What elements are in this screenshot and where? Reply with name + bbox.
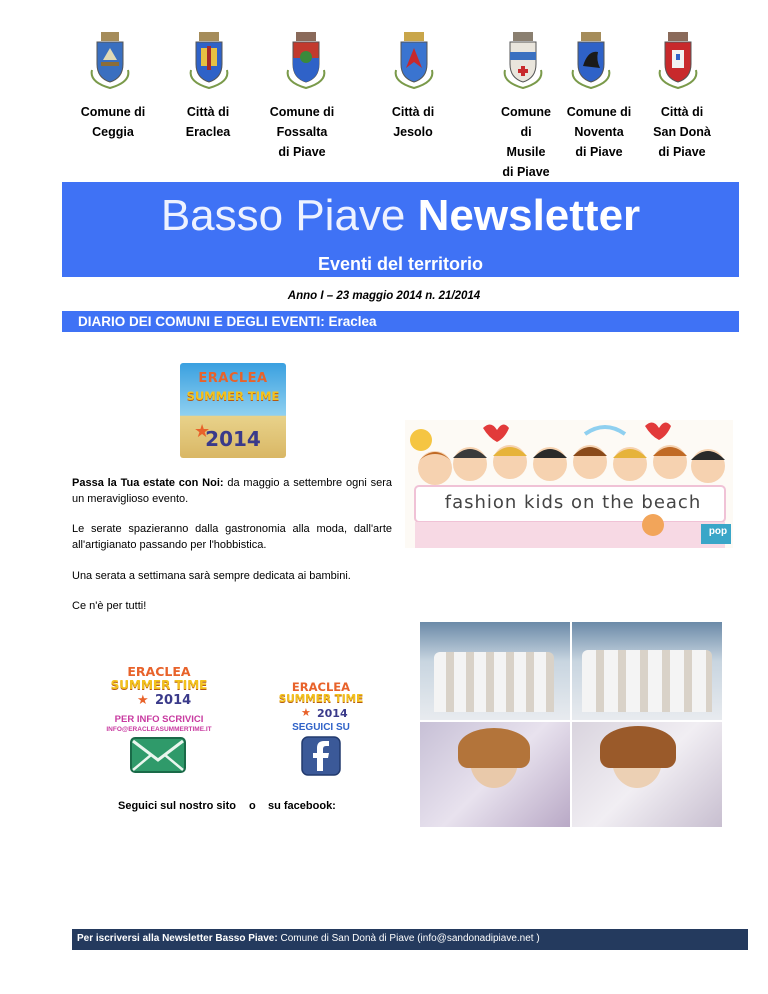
follow-or-label: o: [249, 800, 256, 812]
intro-paragraph: [72, 475, 392, 507]
facebook-card[interactable]: [265, 680, 377, 776]
fb-card-follow: SEGUICI SU: [292, 722, 350, 733]
paragraph-2: Le serate spazieranno dalla gastronomia alla moda, dall'arte all'artigianato passando per l'hobbistica.: [72, 523, 392, 551]
banner-title-light: Basso Piave: [160, 191, 406, 240]
facebook-icon[interactable]: [301, 736, 341, 776]
mail-card-title1: ERACLEA: [127, 664, 191, 679]
kids-group-shape: [434, 652, 554, 712]
girl-photo-1: [420, 722, 570, 827]
municipality-line: Eraclea: [185, 125, 231, 139]
municipality-line: di Piave: [278, 145, 326, 159]
jesolo-crest-icon: [391, 30, 437, 92]
fashion-kids-image: [405, 420, 733, 548]
eraclea-crest-icon: [186, 30, 232, 92]
footer-contact[interactable]: Comune di San Donà di Piave (info@sandonadipiave.net ): [277, 933, 540, 944]
intro-text: da maggio a settembre ogni sera un meraviglioso evento.: [72, 477, 392, 505]
logo-line2: SUMMER TIME: [186, 389, 280, 403]
municipality-line: San Donà: [653, 125, 711, 139]
municipality-ceggia: [72, 102, 154, 142]
follow-site-label: Seguici sul nostro sito: [118, 800, 236, 812]
kids-illustration-icon: [405, 420, 733, 548]
mail-card-email: INFO@ERACLEASUMMERTIME.IT: [106, 726, 212, 733]
starfish-icon: ★: [194, 421, 211, 441]
municipality-eraclea: [176, 102, 240, 142]
municipality-line: Città di: [660, 105, 704, 119]
municipality-line: Comune di: [269, 105, 335, 119]
intro-bold: Passa la Tua estate con Noi:: [72, 477, 224, 489]
fb-card-title2: SUMMER TIME: [278, 693, 364, 705]
photo-collage: [420, 622, 722, 827]
municipality-noventa: [560, 102, 638, 162]
pop-badge: pop: [708, 526, 728, 537]
municipality-fossalta: [260, 102, 344, 162]
newsletter-banner: [62, 182, 739, 277]
paragraph-4: Ce n'è per tutti!: [72, 600, 147, 612]
municipality-line: Fossalta: [276, 125, 328, 139]
musile-crest-icon: [500, 30, 546, 92]
paragraph-3: Una serata a settimana sarà sempre dedicata ai bambini.: [72, 570, 351, 582]
municipality-line: Comune: [501, 105, 551, 119]
municipality-line: Città di: [186, 105, 230, 119]
issue-line: Anno I – 23 maggio 2014 n. 21/2014: [287, 290, 481, 302]
municipality-line: di Piave: [658, 145, 706, 159]
municipality-line: Noventa: [574, 125, 624, 139]
municipality-musile: [496, 102, 556, 182]
mail-card-info: PER INFO SCRIVICI: [114, 714, 204, 725]
municipality-line: di Piave: [575, 145, 623, 159]
banner-title: [62, 190, 739, 242]
section-bar: [62, 311, 739, 332]
municipality-line: Ceggia: [92, 125, 134, 139]
fb-card-year: 2014: [317, 707, 348, 720]
fb-card-title1: ERACLEA: [291, 680, 351, 694]
section-title: DIARIO DEI COMUNI E DEGLI EVENTI: Eraclea: [78, 314, 377, 329]
banner-title-bold: Newsletter: [417, 191, 641, 240]
footer-label: Per iscriversi alla Newsletter Basso Piave:: [77, 933, 278, 944]
mail-card-title2: SUMMER TIME: [110, 678, 208, 692]
municipality-line: di: [520, 125, 532, 139]
municipality-line: Musile: [506, 145, 546, 159]
noventa-crest-icon: [568, 30, 614, 92]
san-dona-crest-icon: [655, 30, 701, 92]
municipality-line: Comune di: [566, 105, 632, 119]
mail-card[interactable]: [95, 664, 223, 776]
logo-year: 2014: [205, 427, 261, 451]
follow-facebook-label: su facebook:: [268, 800, 336, 812]
municipality-line: Comune di: [80, 105, 146, 119]
ceggia-crest-icon: [87, 30, 133, 92]
fossalta-crest-icon: [283, 30, 329, 92]
hair-shape: [600, 726, 676, 768]
municipality-line: Città di: [391, 105, 435, 119]
group-photo-1: [420, 622, 570, 720]
municipality-line: di Piave: [502, 165, 550, 179]
logo-line1: ERACLEA: [198, 371, 268, 386]
municipality-san-dona: [644, 102, 720, 162]
subscribe-footer: [72, 929, 748, 950]
municipality-jesolo: [378, 102, 448, 142]
girl-photo-2: [572, 722, 722, 827]
mail-card-year: 2014: [155, 693, 192, 708]
municipality-line: Jesolo: [393, 125, 433, 139]
hair-shape: [458, 728, 530, 768]
starfish-icon: ★: [301, 707, 311, 719]
mail-icon[interactable]: [129, 736, 187, 774]
starfish-icon: ★: [137, 692, 149, 707]
kids-group-shape: [582, 650, 712, 712]
summer-time-logo: [180, 363, 286, 458]
group-photo-2: [572, 622, 722, 720]
footer-text: [77, 932, 540, 946]
banner-subtitle: Eventi del territorio: [317, 254, 484, 274]
fashion-kids-caption: fashion kids on the beach: [444, 492, 702, 513]
